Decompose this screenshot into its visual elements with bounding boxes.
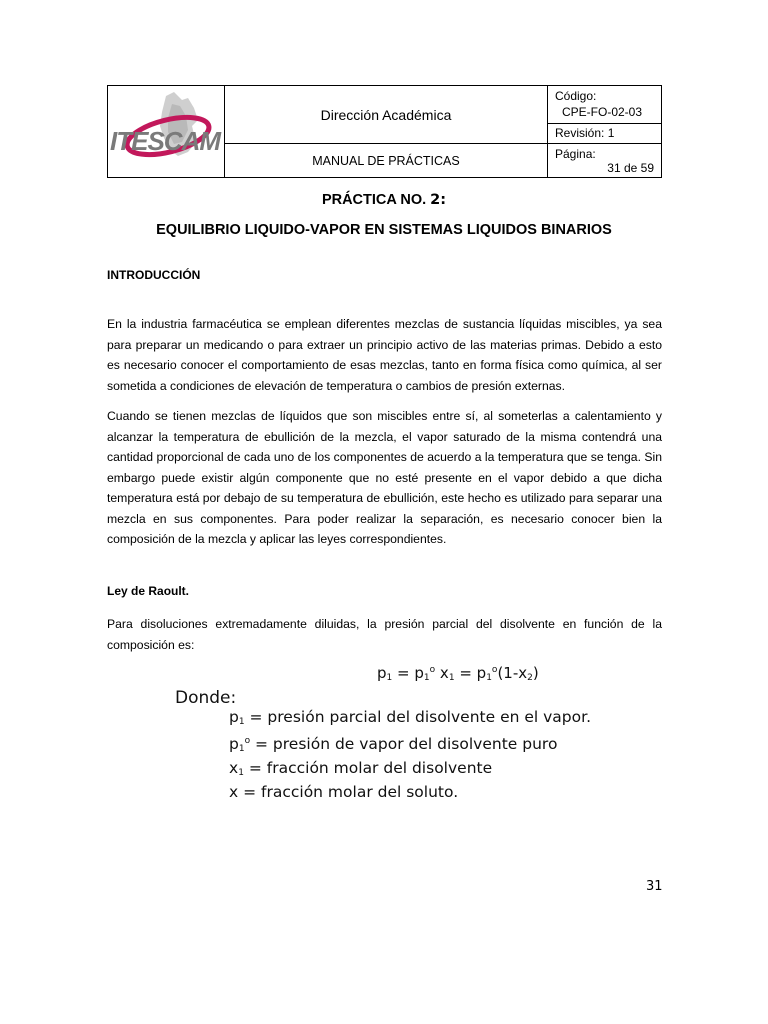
introduction-paragraph-2: Cuando se tienen mezclas de líquidos que son miscibles entre sí, al someterlas a calentamiento y alcanzar la temperatura de ebullición de la mezcla, el vapor saturado de la misma contendrá una cantidad proporcional de cada uno de los componentes de acuerdo a la temperatura que se tenga. Sin embargo puede existir algún componente que no esté presente en el vapor debido a que dicha temperatura está por debajo de su temperatura de ebullición, este hecho es utilizado para separar una mezcla en sus componentes. Para poder realizar la separación, es necesario conocer bien la composición de la mezcla y aplicar las leyes correspondientes. (107, 409, 662, 546)
raoult-heading: Ley de Raoult. (107, 584, 190, 598)
raoult-equation: $p_1 = p_1^o$ $x_1 = p_1^o(1-x_2)$ (377, 664, 539, 683)
definition-text: = presión parcial del disolvente en el vapor. (244, 708, 591, 726)
donde-title: Donde: (175, 688, 237, 708)
definition-item: $x_1$ = fracción molar del disolvente (229, 759, 493, 778)
introduction-heading: INTRODUCCIÓN (107, 268, 201, 282)
practice-subtitle (0, 222, 768, 238)
page-number: 31 (646, 879, 663, 894)
practice-prefix: PRÁCTICA NO. (321, 192, 431, 208)
definition-text: = fracción molar del disolvente (243, 759, 493, 777)
definition-item: $p_1^o$ = presión de vapor del disolvente puro (229, 735, 558, 754)
code-value: CPE-FO-02-03 (562, 105, 643, 119)
raoult-paragraph: Para disoluciones extremadamente diluidas, la presión parcial del disolvente en función de la composición es: (107, 617, 662, 652)
manual-cell (225, 144, 548, 178)
revision: Revisión: 1 (555, 126, 615, 140)
document-header (107, 85, 662, 178)
definitions-block (175, 688, 591, 802)
logo-cell (108, 86, 225, 178)
introduction-paragraph-1: En la industria farmacéutica se emplean diferentes mezclas de sustancia líquidas miscibles, ya sea para preparar un medicando o para extraer un principio activo de las materias primas. Debido a esto es necesario conocer el comportamiento de esas mezclas, tanto en forma física como química, al ser sometida a condiciones de elevación de temperatura o cambios de presión externas. (107, 317, 662, 393)
definitions-list (229, 708, 591, 802)
code-cell (548, 86, 662, 144)
page-label: Página: (555, 147, 596, 161)
definition-text: = presión de vapor del disolvente puro (250, 735, 558, 753)
manual-title: MANUAL DE PRÁCTICAS (312, 154, 460, 168)
definition-item: x = fracción molar del soluto. (229, 783, 459, 801)
practice-subtitle-text: EQUILIBRIO LIQUIDO-VAPOR EN SISTEMAS LIQUIDOS BINARIOS (156, 222, 612, 238)
department-cell (225, 86, 548, 144)
svg-text:ITESCAM: ITESCAM (110, 126, 220, 156)
page-count: 31 de 59 (607, 161, 654, 175)
page-cell (548, 144, 662, 178)
practice-number: 2: (430, 192, 447, 208)
code-label: Código: (555, 89, 597, 103)
definition-item: $p_1$ = presión parcial del disolvente en el vapor. (229, 708, 591, 727)
itescam-logo (108, 86, 224, 178)
practice-title (0, 192, 768, 208)
department-name: Dirección Académica (320, 107, 452, 123)
